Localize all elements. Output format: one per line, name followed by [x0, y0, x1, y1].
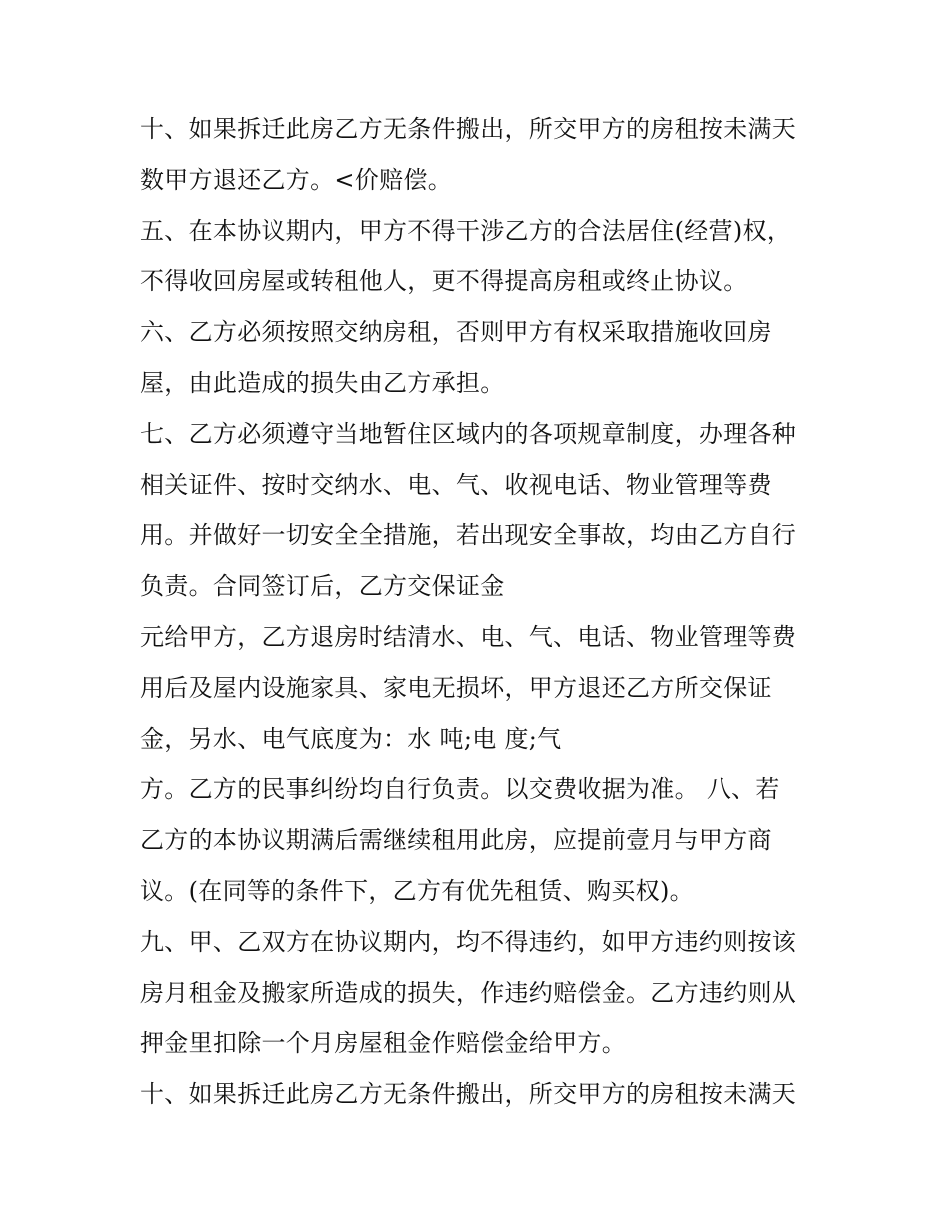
text-line: 九、甲、乙双方在协议期内，均不得违约，如甲方违约则按该 [140, 927, 797, 956]
text-line: 负责。合同签订后，乙方交保证金 [140, 572, 505, 601]
text-line: 押金里扣除一个月房屋租金作赔偿金给甲方。 [140, 1029, 626, 1058]
text-line: 乙方的本协议期满后需继续租用此房，应提前壹月与甲方商 [140, 826, 772, 855]
text-line: 五、在本协议期内，甲方不得干涉乙方的合法居住(经营)权， [140, 216, 792, 245]
text-line: 六、乙方必须按照交纳房租，否则甲方有权采取措施收回房 [140, 318, 772, 347]
text-line: 十、如果拆迁此房乙方无条件搬出，所交甲方的房租按未满天 [140, 1080, 797, 1109]
text-line: 用。并做好一切安全全措施，若出现安全事故，均由乙方自行 [140, 521, 797, 550]
text-line: 屋，由此造成的损失由乙方承担。 [140, 368, 505, 397]
text-line: 元给甲方，乙方退房时结清水、电、气、电话、物业管理等费 [140, 622, 797, 651]
text-line: 议。(在同等的条件下，乙方有优先租赁、购买权)。 [140, 876, 694, 905]
text-line: 方。乙方的民事纠纷均自行负责。以交费收据为准。 八、若 [140, 775, 780, 804]
text-line: 房月租金及搬家所造成的损失，作违约赔偿金。乙方违约则从 [140, 978, 797, 1007]
text-line: 用后及屋内设施家具、家电无损坏，甲方退还乙方所交保证 [140, 673, 772, 702]
text-line: 数甲方退还乙方。<价赔偿。 [140, 165, 453, 194]
document-body [140, 104, 830, 1120]
text-line: 十、如果拆迁此房乙方无条件搬出，所交甲方的房租按未满天 [140, 115, 797, 143]
text-line: 不得收回房屋或转租他人，更不得提高房租或终止协议。 [140, 267, 748, 296]
text-line: 七、乙方必须遵守当地暂住区域内的各项规章制度，办理各种 [140, 419, 797, 448]
text-line: 相关证件、按时交纳水、电、气、收视电话、物业管理等费 [140, 470, 772, 499]
text-line: 金，另水、电气底度为：水 吨;电 度;气 [140, 724, 562, 753]
